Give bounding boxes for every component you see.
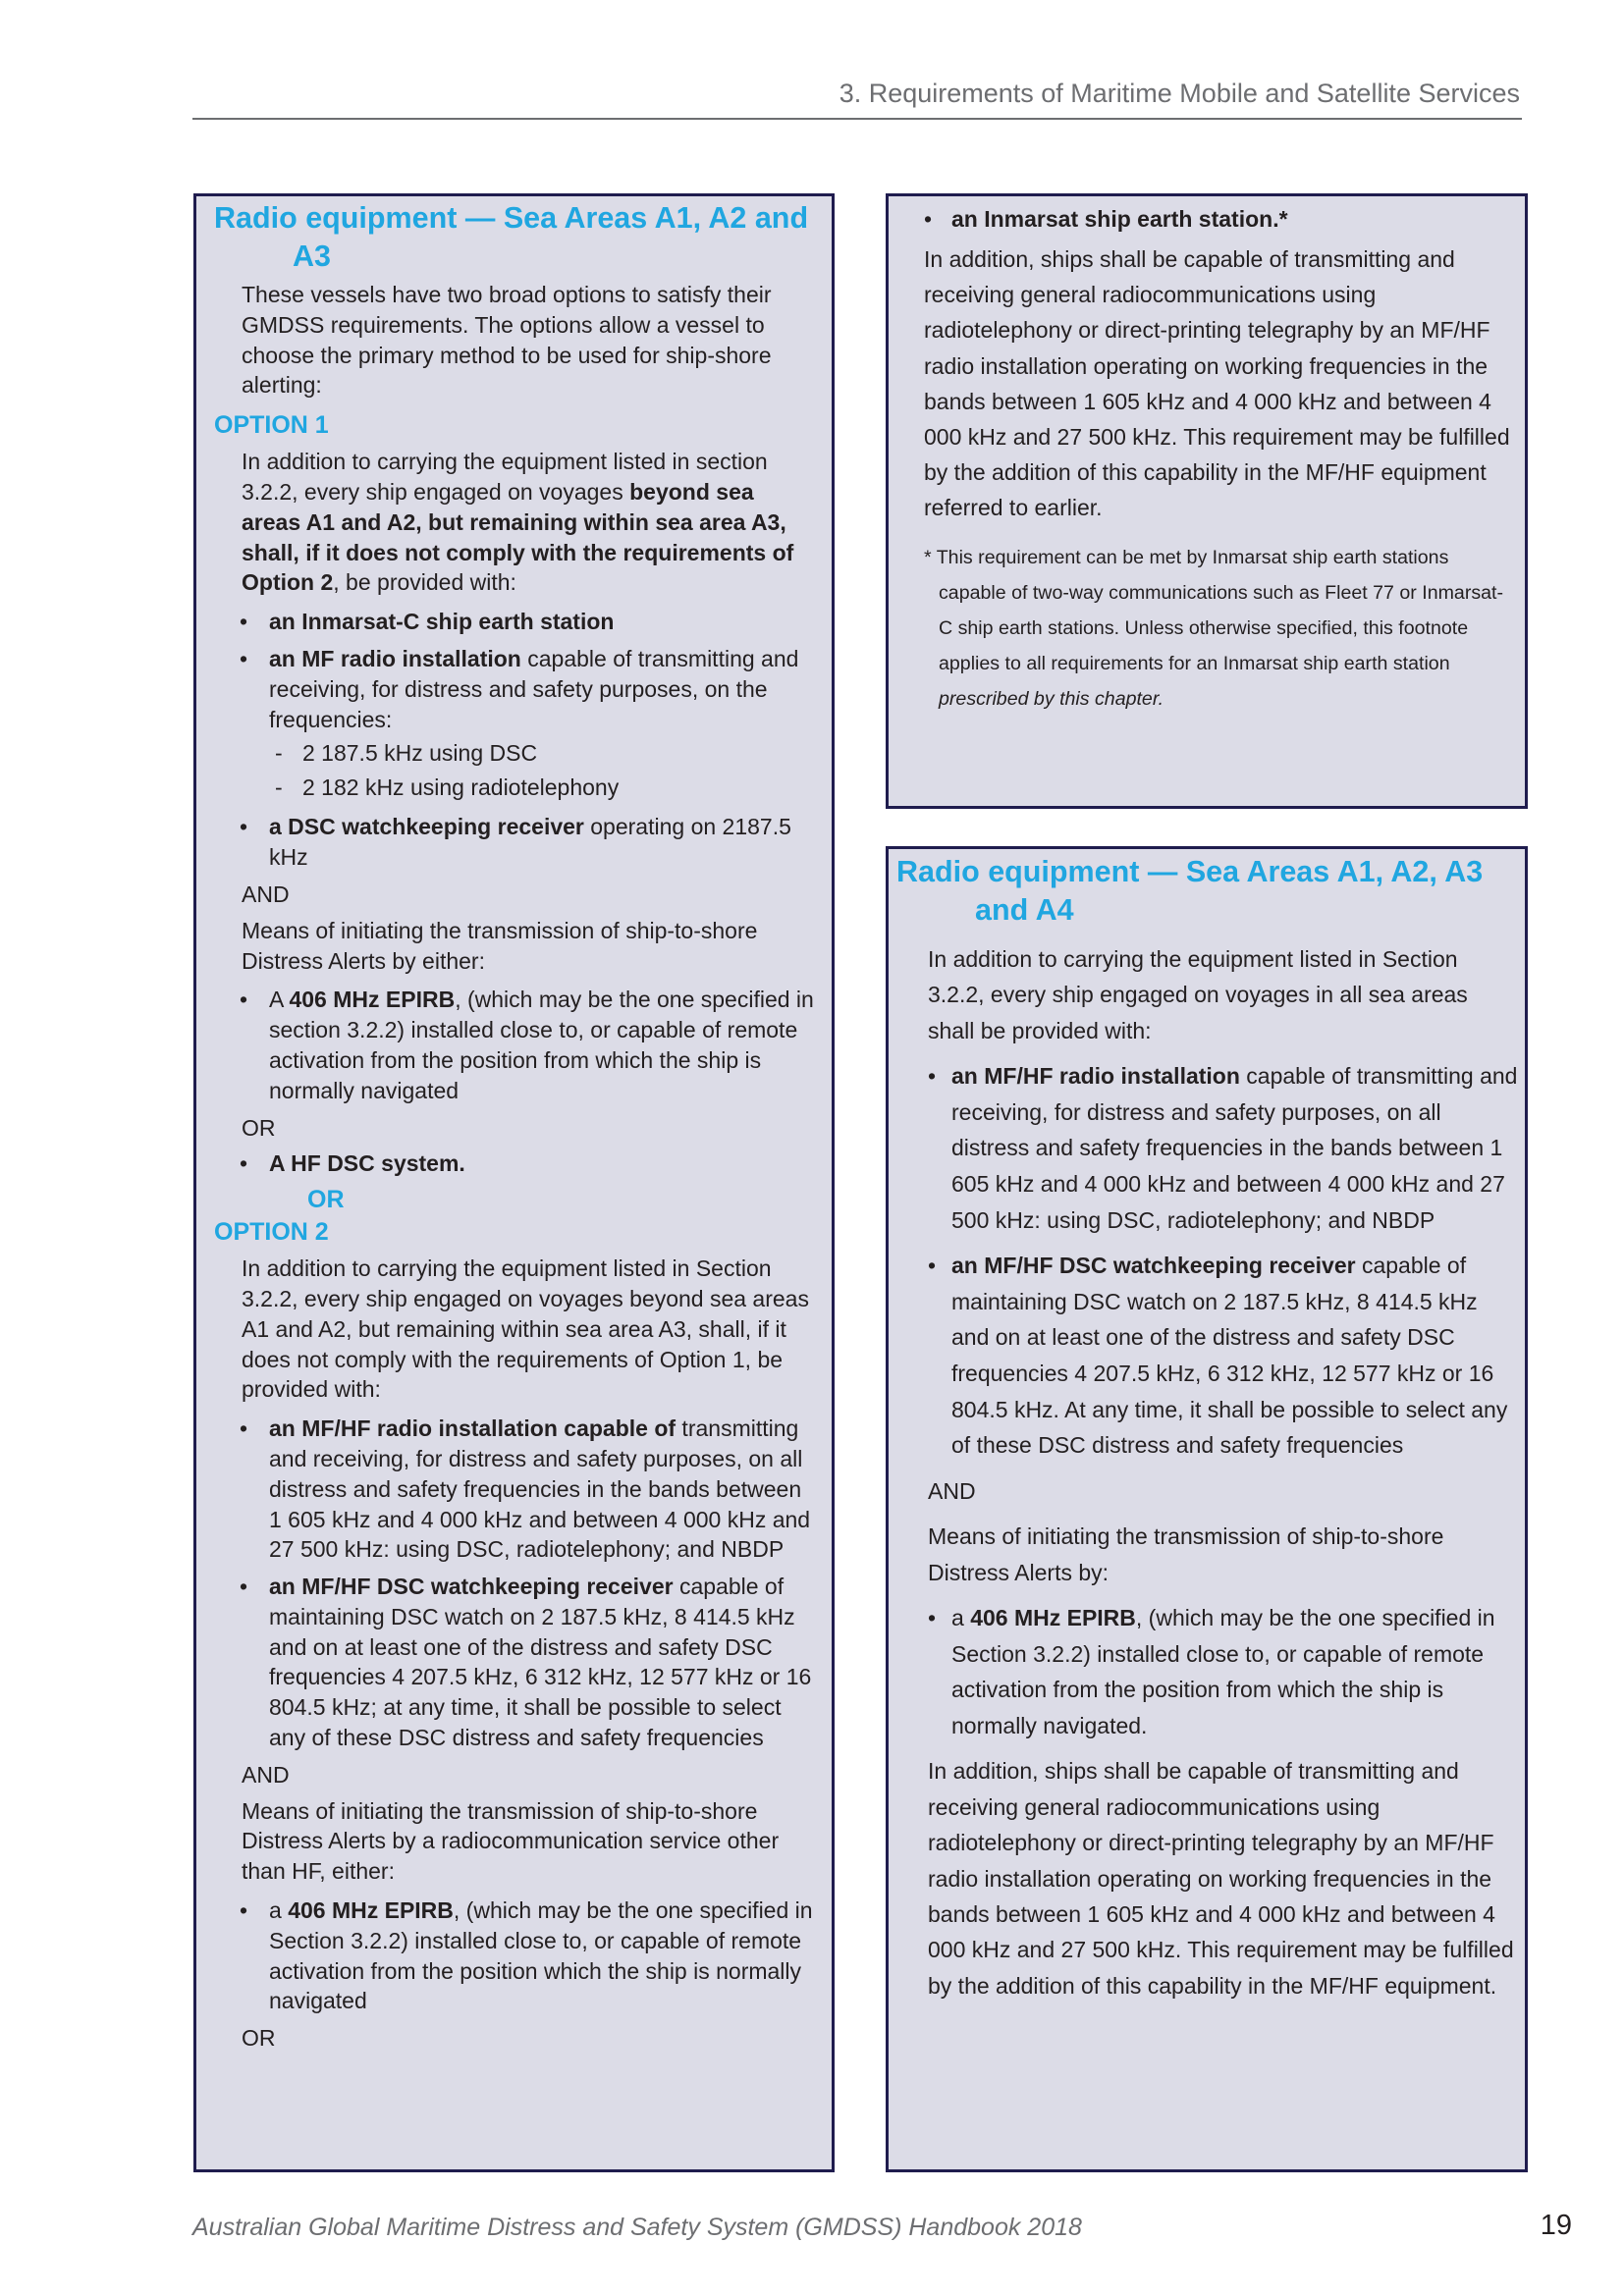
list-item: • A 406 MHz EPIRB, (which may be the one specified in section 3.2.2) installed close to, or capable of remote activation from the position from which the ship is normally navigated bbox=[214, 985, 818, 1105]
or-between-options: OR bbox=[307, 1186, 345, 1214]
means-paragraph: Means of initiating the transmission of ship-to-shore Distress Alerts by: bbox=[928, 1523, 1444, 1585]
a4-equipment-list bbox=[896, 1058, 1519, 1464]
right-top-info-box bbox=[886, 193, 1528, 809]
right-bottom-info-box bbox=[886, 846, 1528, 2172]
and-label: AND bbox=[242, 881, 290, 907]
footnote: * This requirement can be met by Inmarsat ship earth stations capable of two-way communications such as Fleet 77 or Inmarsat-C ship earth stations. Unless otherwise specified, this footnote applies to all requirements for an Inmarsat ship earth station prescribed by this chapter. bbox=[924, 546, 1504, 710]
right-box-intro: In addition to carrying the equipment listed in Section 3.2.2, every ship engaged on voyages in all sea areas shall be provided with: bbox=[928, 946, 1468, 1043]
epirb-list bbox=[214, 1896, 818, 2016]
left-info-box bbox=[193, 193, 835, 2172]
mf-hf-paragraph: In addition, ships shall be capable of transmitting and receiving general radiocommunications using radiotelephony or direct-printing telegraphy by an MF/HF radio installation operating on working frequencies in the bands between 1 605 kHz and 4 000 kHz and between 4 000 kHz and 27 500 kHz. This requirement may be fulfilled by the addition of this capability in the MF/HF equipment referred to earlier. bbox=[924, 246, 1510, 521]
means-paragraph: Means of initiating the transmission of ship-to-shore Distress Alerts by a radiocommunication service other than HF, either: bbox=[242, 1797, 780, 1885]
list-item: • a DSC watchkeeping receiver operating on 2187.5 kHz bbox=[214, 812, 818, 873]
running-header: 3. Requirements of Maritime Mobile and Satellite Services bbox=[839, 79, 1520, 108]
option-1-paragraph: In addition to carrying the equipment listed in section 3.2.2, every ship engaged on voyages beyond sea areas A1 and A2, but remaining within sea area A3, shall, if it does not comply with the requirements of Option 2, be provided with: bbox=[242, 449, 794, 596]
sublist-item: - 2 182 kHz using radiotelephony bbox=[269, 771, 818, 805]
left-box-title: Radio equipment — Sea Areas A1, A2 and A3 bbox=[214, 201, 809, 273]
frequency-sublist bbox=[269, 736, 818, 805]
means-paragraph: Means of initiating the transmission of ship-to-shore Distress Alerts by either: bbox=[242, 917, 758, 974]
list-item: • an MF/HF radio installation capable of transmitting and receiving, for distress and safety purposes, on all distress and safety frequencies in the bands between 1 605 kHz and 4 000 kHz and between 4 000 kHz and 27 500 kHz: using DSC, radiotelephony; and NBDP bbox=[214, 1414, 818, 1565]
list-item: • an Inmarsat-C ship earth station bbox=[214, 607, 818, 637]
footer-title: Australian Global Maritime Distress and Safety System (GMDSS) Handbook 2018 bbox=[192, 2214, 1082, 2241]
list-item: • an MF/HF DSC watchkeeping receiver capable of maintaining DSC watch on 2 187.5 kHz, 8 414.5 kHz and on at least one of the distress and safety DSC frequencies 4 207.5 kHz, 6 312 kHz, 12 577 kHz or 16 804.5 kHz. At any time, it shall be possible to select any of these DSC distress and safety frequencies bbox=[896, 1248, 1519, 1464]
list-item: • a 406 MHz EPIRB, (which may be the one specified in Section 3.2.2) installed close to, or capable of remote activation from the position which the ship is normally navigated bbox=[214, 1896, 818, 2016]
option-1-heading: OPTION 1 bbox=[214, 411, 329, 440]
and-label: AND bbox=[242, 1761, 290, 1788]
page-number: 19 bbox=[1540, 2210, 1572, 2241]
list-item: • an MF/HF DSC watchkeeping receiver capable of maintaining DSC watch on 2 187.5 kHz, 8 414.5 kHz and on at least one of the distress and safety DSC frequencies 4 207.5 kHz, 6 312 kHz, 12 577 kHz or 16 804.5 kHz; at any time, it shall be possible to select any of these DSC distress and safety frequencies bbox=[214, 1572, 818, 1753]
header-rule bbox=[192, 118, 1522, 120]
or-label: OR bbox=[242, 1114, 276, 1141]
list-item: • an MF/HF radio installation capable of transmitting and receiving, for distress and safety purposes, on all distress and safety frequencies in the bands between 1 605 kHz and 4 000 kHz and between 4 000 kHz and 27 500 kHz: using DSC, radiotelephony; and NBDP bbox=[896, 1058, 1519, 1238]
inmarsat-list bbox=[924, 201, 1515, 237]
option-2-heading: OPTION 2 bbox=[214, 1218, 329, 1247]
and-label: AND bbox=[928, 1477, 976, 1504]
epirb-list bbox=[214, 985, 818, 1105]
list-item: • an Inmarsat ship earth station.* bbox=[924, 201, 1515, 237]
list-item: • an MF radio installation capable of transmitting and receiving, for distress and safety purposes, on the frequencies: - 2 187.5 kHz using DSC - 2 182 kHz using radiotelephony bbox=[214, 644, 818, 805]
mf-hf-paragraph: In addition, ships shall be capable of transmitting and receiving general radiocommunications using radiotelephony or direct-printing telegraphy by an MF/HF radio installation operating on working frequencies in the bands between 1 605 kHz and 4 000 kHz and between 4 000 kHz and 27 500 kHz. This requirement may be fulfilled by the addition of this capability in the MF/HF equipment. bbox=[928, 1758, 1514, 1999]
or-label: OR bbox=[242, 2025, 276, 2052]
epirb-list bbox=[896, 1600, 1519, 1743]
right-box-title: Radio equipment — Sea Areas A1, A2, A3 and A4 bbox=[896, 855, 1484, 927]
list-item: • a 406 MHz EPIRB, (which may be the one specified in Section 3.2.2) installed close to, or capable of remote activation from the position from which the ship is normally navigated. bbox=[896, 1600, 1519, 1743]
option-1-list bbox=[214, 607, 818, 873]
sublist-item: - 2 187.5 kHz using DSC bbox=[269, 736, 818, 771]
option-2-paragraph: In addition to carrying the equipment listed in Section 3.2.2, every ship engaged on voyages beyond sea areas A1 and A2, but remaining within sea area A3, shall, if it does not comply with the requirements of Option 1, be provided with: bbox=[242, 1255, 809, 1403]
left-box-intro: These vessels have two broad options to satisfy their GMDSS requirements. The options allow a vessel to choose the primary method to be used for ship-shore alerting: bbox=[242, 282, 772, 399]
list-item: • A HF DSC system. bbox=[214, 1148, 818, 1179]
option-2-list bbox=[214, 1414, 818, 1753]
hf-list bbox=[214, 1148, 818, 1179]
